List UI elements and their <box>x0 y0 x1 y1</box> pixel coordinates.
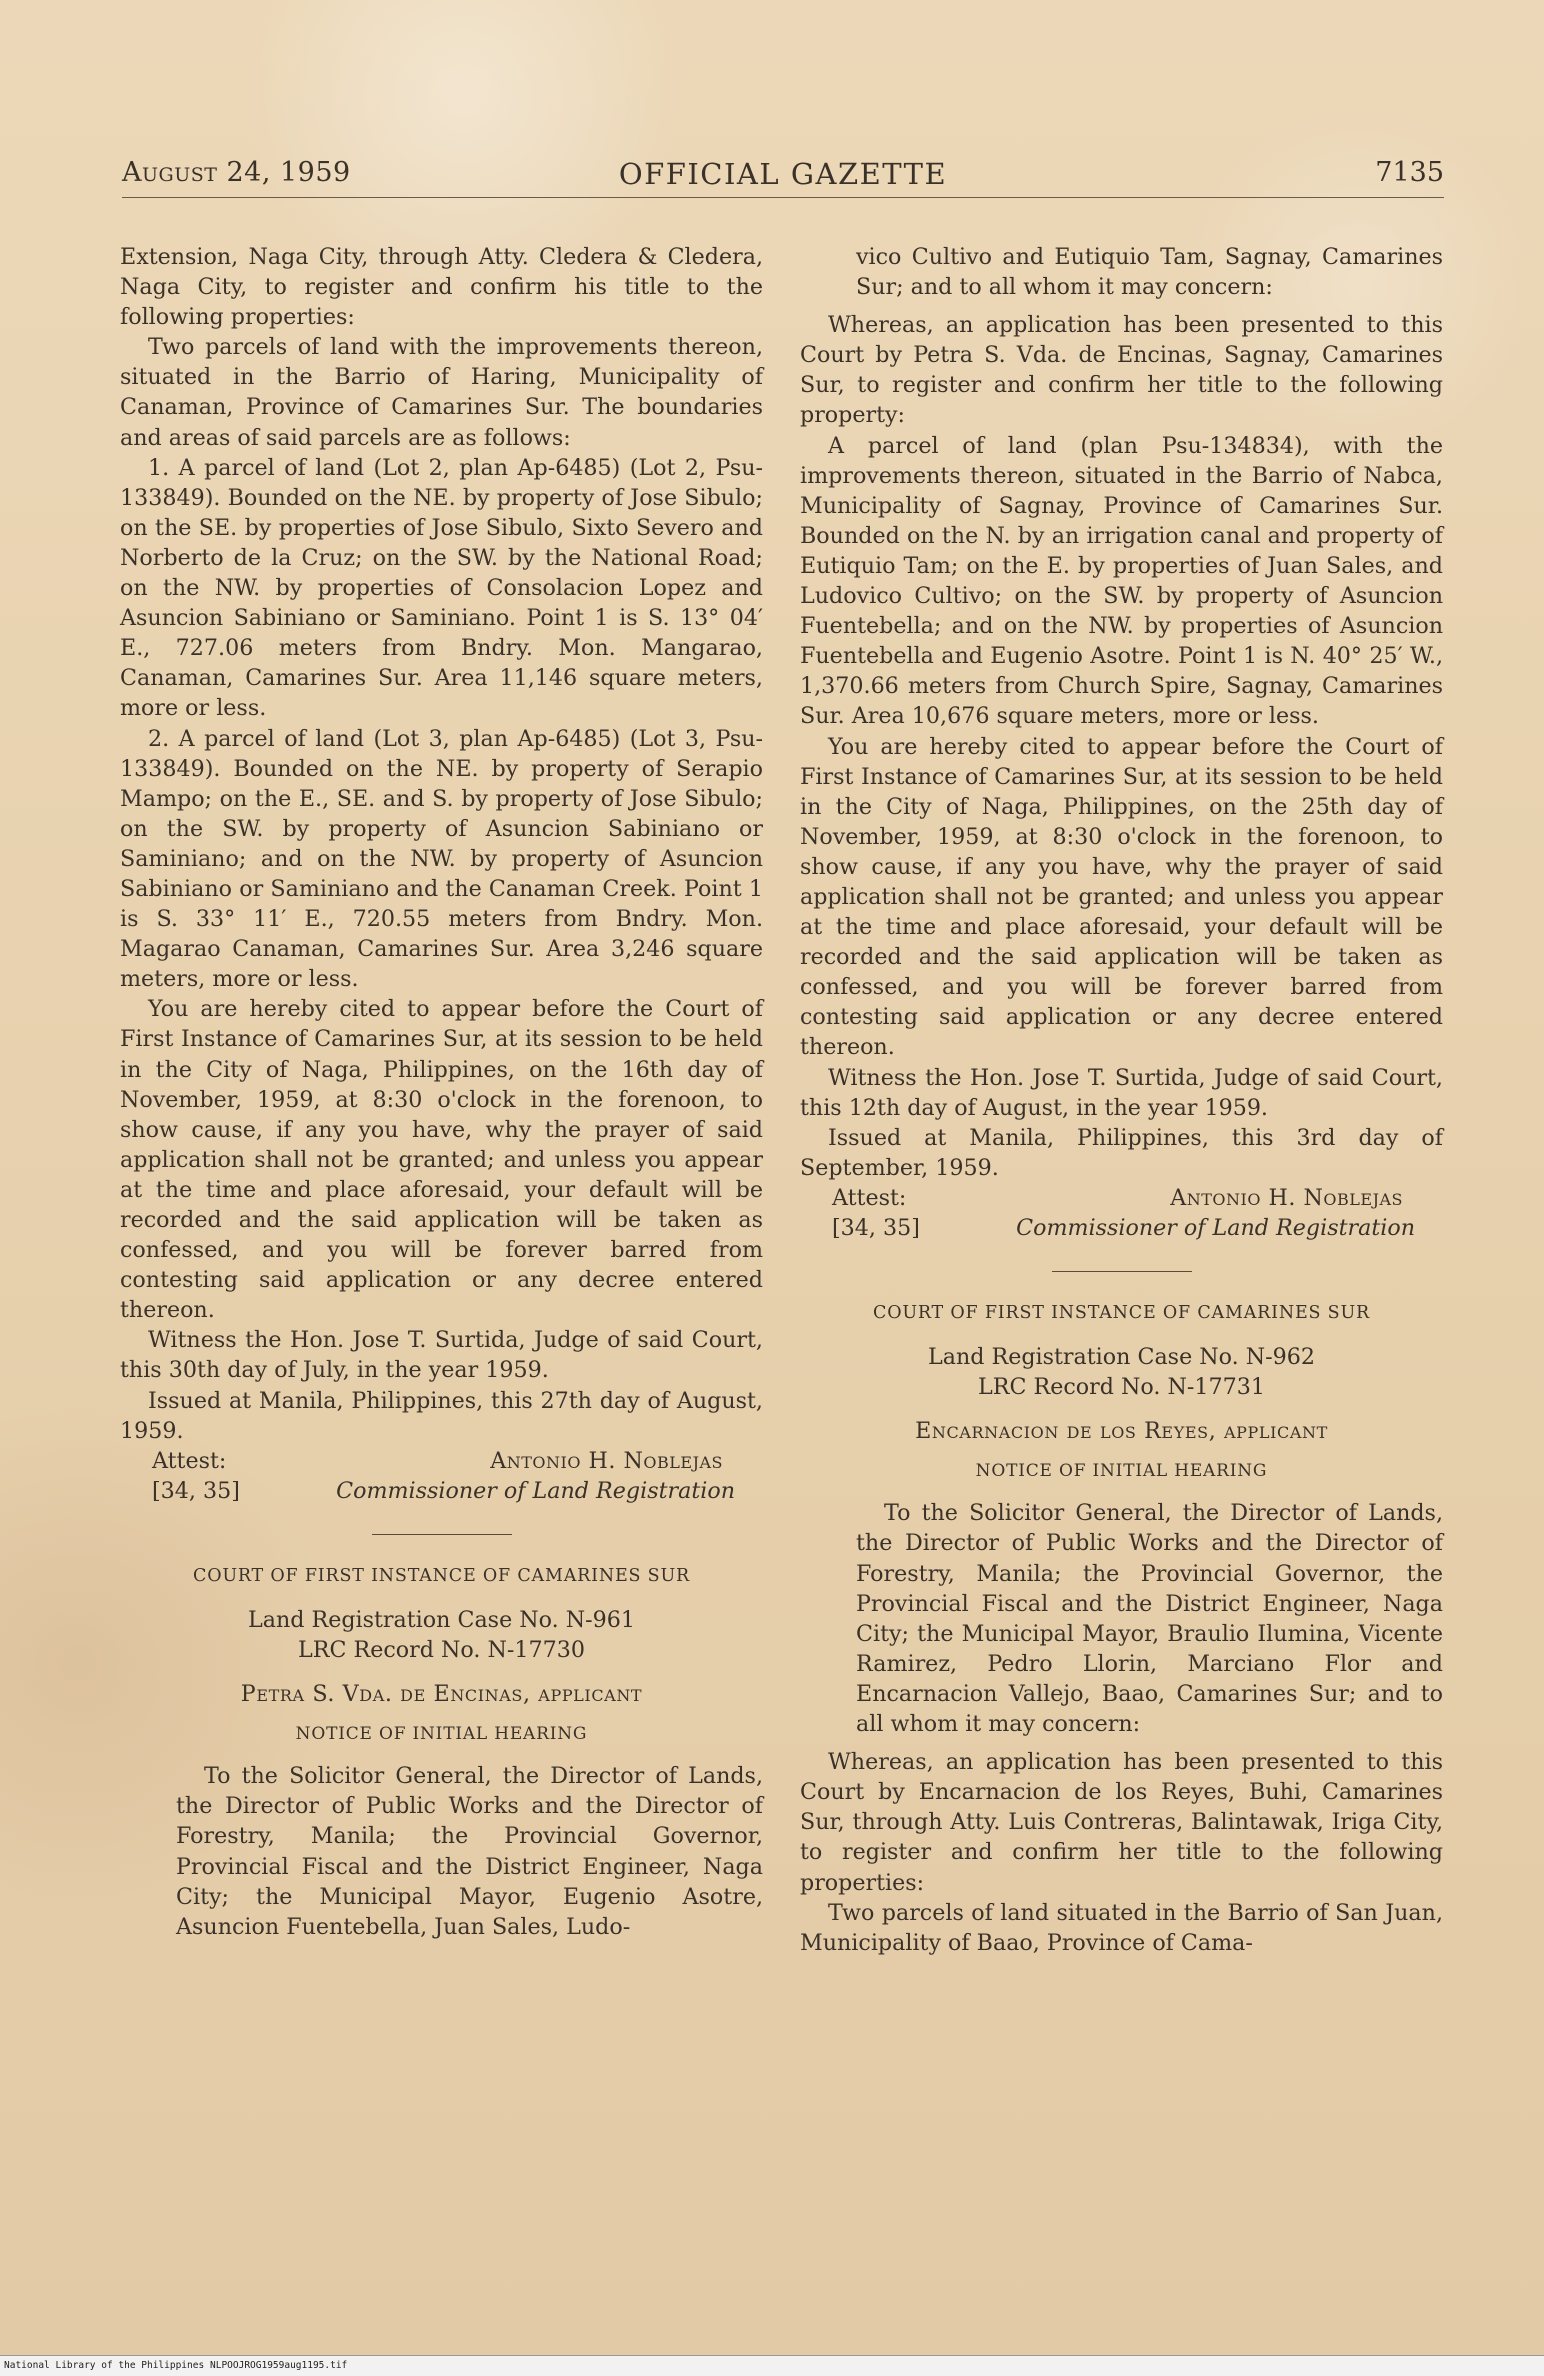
page-number: 7135 <box>1375 157 1444 188</box>
attest-role-line <box>800 1213 1443 1243</box>
signatory-role: Commissioner of Land Registration <box>1016 1214 1415 1241</box>
court-heading: COURT OF FIRST INSTANCE OF CAMARINES SUR <box>193 1565 690 1586</box>
record-number: LRC Record No. N-17731 <box>978 1374 1265 1401</box>
paragraph: Two parcels of land with the improvements thereon, situated in the Barrio of Haring, Municipality of Canaman, Province of Camarines Sur. The boundaries and areas of said parcels are as follows: <box>120 334 763 451</box>
addressees-continued: vico Cultivo and Eutiquio Tam, Sagnay, Camarines Sur; and to all whom it may concern: <box>856 244 1443 301</box>
attest-line <box>800 1183 1443 1213</box>
header-date: August 24, 1959 <box>122 157 351 188</box>
signatory-name: Antonio H. Noblejas <box>490 1447 723 1474</box>
signatory-name: Antonio H. Noblejas <box>1170 1184 1403 1211</box>
attest-line <box>120 1446 763 1476</box>
case-number: Land Registration Case No. N-962 <box>927 1344 1315 1370</box>
attest-role-line <box>120 1476 763 1506</box>
signatory-role: Commissioner of Land Registration <box>336 1477 735 1504</box>
court-heading: COURT OF FIRST INSTANCE OF CAMARINES SUR <box>873 1302 1370 1323</box>
scan-footer <box>0 2355 1544 2376</box>
paragraph: Whereas, an application has been presented to this Court by Petra S. Vda. de Encinas, Sagnay, Camarines Sur, to register and confirm her title to the following property: <box>800 312 1443 429</box>
parcel-description: 1. A parcel of land (Lot 2, plan Ap-6485) (Lot 2, Psu-133849). Bounded on the NE. by property of Jose Sibulo; on the SE. by properties of Jose Sibulo, Sixto Severo and Norberto de la Cruz; on the SW. by the National Road; on the NW. by properties of Consolacion Lopez and Asuncion Sabiniano or Saminiano. Point 1 is S. 13° 04′ E., 727.06 meters from Bndry. Mon. Mangarao, Canaman, Camarines Sur. Area 11,146 square meters, more or less. <box>120 454 763 722</box>
parcel-description: 2. A parcel of land (Lot 3, plan Ap-6485) (Lot 3, Psu-133849). Bounded on the NE. by property of Serapio Mampo; on the E., SE. and S. by property of Jose Sibulo; on the SW. by property of Asuncion Sabiniano or Saminiano; and on the NW. by property of Asuncion Sabiniano or Saminiano and the Canaman Creek. Point 1 is S. 33° 11′ E., 720.55 meters from Bndry. Mon. Magarao Canaman, Camarines Sur. Area 3,246 square meters, more or less. <box>120 725 763 993</box>
right-column <box>800 242 1443 1958</box>
attest-label: Attest: <box>832 1184 907 1211</box>
reference-number: [34, 35] <box>832 1214 920 1241</box>
page-header <box>122 157 1444 198</box>
paragraph: Whereas, an application has been presented to this Court by Encarnacion de los Reyes, Buhi, Camarines Sur, through Atty. Luis Contreras, Balintawak, Iriga City, to register and confirm her title to the following properties: <box>800 1749 1443 1896</box>
section-divider <box>1052 1271 1192 1272</box>
paragraph: Witness the Hon. Jose T. Surtida, Judge of said Court, this 12th day of August, in the year 1959. <box>800 1064 1443 1121</box>
addressees: To the Solicitor General, the Director of Lands, the Director of Public Works and the Director of Forestry, Manila; the Provincial Governor, Provincial Fiscal and the District Engineer, Naga City; the Municipal Mayor, Eugenio Asotre, Asuncion Fuentebella, Juan Sales, Ludo- <box>176 1763 763 1940</box>
paragraph: Issued at Manila, Philippines, this 27th day of August, 1959. <box>120 1387 763 1444</box>
paragraph: You are hereby cited to appear before the Court of First Instance of Camarines Sur, at its session to be held in the City of Naga, Philippines, on the 16th day of November, 1959, at 8:30 o'clock in the forenoon, to show cause, if any you have, why the prayer of said application shall not be granted; and unless you appear at the time and place aforesaid, your default will be recorded and the said application will be taken as confessed, and you will be forever barred from contesting said application or any decree entered thereon. <box>120 996 763 1324</box>
applicant-line: Encarnacion de los Reyes, applicant <box>915 1418 1328 1445</box>
paragraph: Witness the Hon. Jose T. Surtida, Judge of said Court, this 30th day of July, in the year 1959. <box>120 1327 763 1384</box>
section-divider <box>372 1534 512 1535</box>
record-number: LRC Record No. N-17730 <box>298 1636 585 1663</box>
notice-heading: NOTICE OF INITIAL HEARING <box>975 1461 1268 1482</box>
reference-number: [34, 35] <box>152 1477 240 1504</box>
paragraph: You are hereby cited to appear before the Court of First Instance of Camarines Sur, at its session to be held in the City of Naga, Philippines, on the 25th day of November, 1959, at 8:30 o'clock in the forenoon, to show cause, if any you have, why the prayer of said application shall not be granted; and unless you appear at the time and place aforesaid, your default will be recorded and the said application will be taken as confessed, and you will be forever barred from contesting said application or any decree entered thereon. <box>800 733 1443 1061</box>
parcel-description: A parcel of land (plan Psu-134834), with the improvements thereon, situated in the Barrio of Nabca, Municipality of Sagnay, Province of Camarines Sur. Bounded on the N. by an irrigation canal and property of Eutiquio Tam; on the E. by properties of Juan Sales, and Ludovico Cultivo; on the SW. by property of Asuncion Fuentebella; and on the NW. by properties of Asuncion Fuentebella and Eugenio Asotre. Point 1 is N. 40° 25′ W., 1,370.66 meters from Church Spire, Sagnay, Camarines Sur. Area 10,676 square meters, more or less. <box>800 432 1443 730</box>
library-credit: National Library of the Philippines <box>4 2360 205 2371</box>
applicant-line: Petra S. Vda. de Encinas, applicant <box>240 1681 643 1708</box>
file-name: NLPOOJROG1959aug1195.tif <box>210 2360 348 2371</box>
notice-heading: NOTICE OF INITIAL HEARING <box>295 1724 588 1745</box>
paragraph: Extension, Naga City, through Atty. Cledera & Cledera, Naga City, to register and confirm his title to the following properties: <box>120 244 763 331</box>
paragraph: Issued at Manila, Philippines, this 3rd day of September, 1959. <box>800 1124 1443 1181</box>
paragraph: Two parcels of land situated in the Barrio of San Juan, Municipality of Baao, Province of Cama- <box>800 1899 1443 1956</box>
publication-title: OFFICIAL GAZETTE <box>618 157 948 191</box>
addressees: To the Solicitor General, the Director of Lands, the Director of Public Works and the Director of Forestry, Manila; the Provincial Governor, the Provincial Fiscal and the District Engineer, Naga City; the Municipal Mayor, Braulio Ilumina, Vicente Ramirez, Pedro Llorin, Marciano Flor and Encarnacion Vallejo, Baao, Camarines Sur; and to all whom it may concern: <box>856 1500 1443 1738</box>
left-column <box>120 242 763 1942</box>
attest-label: Attest: <box>152 1447 227 1474</box>
case-number: Land Registration Case No. N-961 <box>247 1606 635 1633</box>
